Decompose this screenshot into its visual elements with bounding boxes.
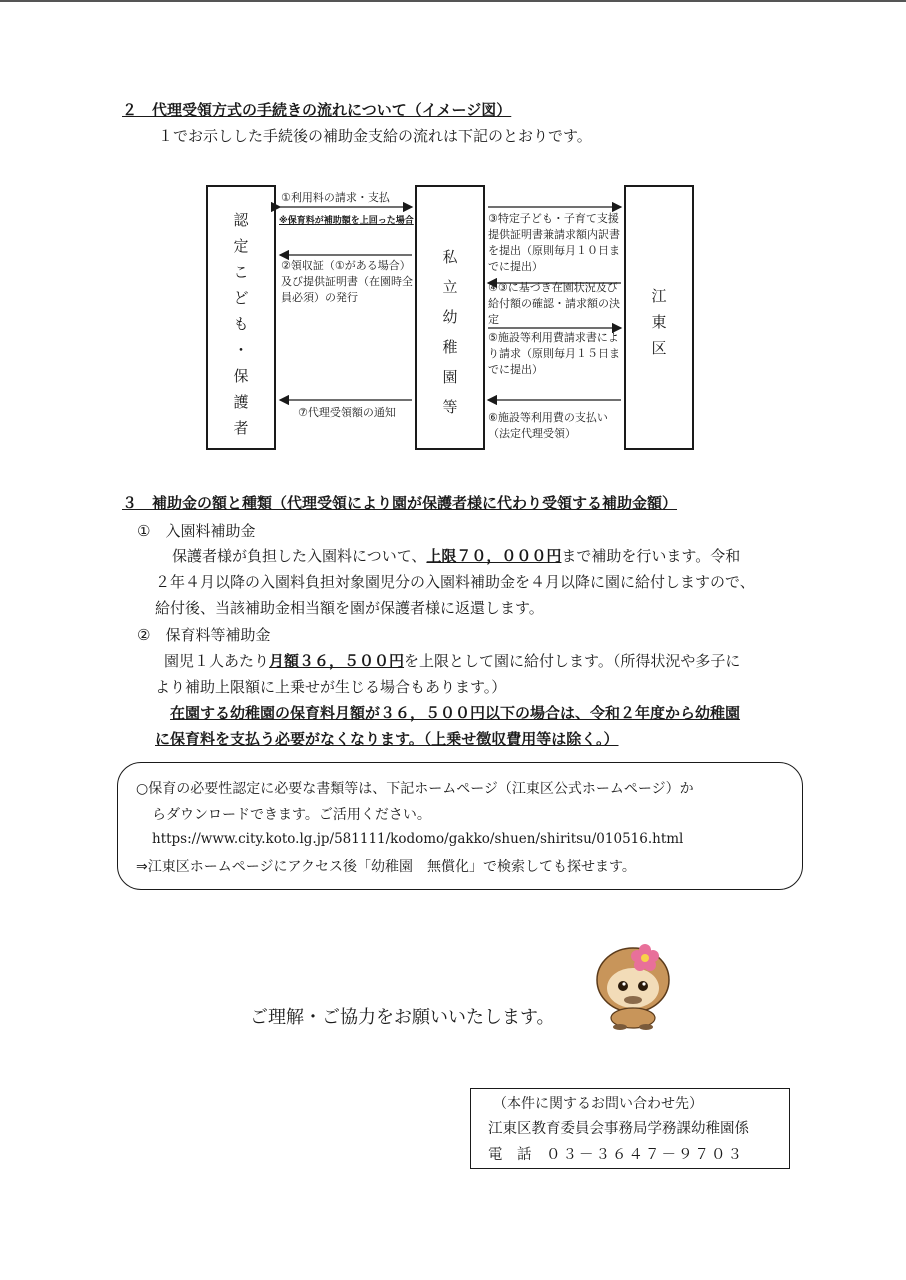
- kindergarten-char-3: 稚: [442, 338, 458, 356]
- monthly-fee-cap: 月額３６，５００円: [269, 652, 405, 670]
- label-6-line-1: （法定代理受領）: [488, 427, 576, 440]
- item2-line4: に保育料を支払う必要がなくなります。（上乗せ徴収費用等は除く。）: [155, 730, 619, 748]
- kindergarten-char-4: 園: [442, 368, 458, 386]
- contact-title: （本件に関するお問い合わせ先）: [493, 1096, 703, 1112]
- section3-heading: ３ 補助金の額と種類（代理受領により園が保護者様に代わり受領する補助金額）: [122, 494, 678, 512]
- label-6: [488, 410, 608, 442]
- guardian-char-7: 護: [233, 393, 249, 411]
- label-3-line-1: 提供証明書兼請求額内訳書: [488, 228, 620, 241]
- label-4-line-0: ④③に基づき在園状況及び: [488, 281, 618, 294]
- item1-line2: ２年４月以降の入園料負担対象園児分の入園料補助金を４月以降に園に給付しますので、: [155, 573, 755, 591]
- label-6-line-0: ⑥施設等利用費の支払い: [488, 411, 608, 424]
- label-2: [281, 258, 413, 306]
- contact-dept: 江東区教育委員会事務局学務課幼稚園係: [488, 1121, 749, 1137]
- item1-line1-post: まで補助を行います。令和: [561, 547, 741, 565]
- item1-line3: 給付後、当該補助金相当額を園が保護者様に返還します。: [155, 599, 544, 617]
- kindergarten-char-0: 私: [442, 248, 458, 266]
- section2-heading: ２ 代理受領方式の手続きの流れについて（イメージ図）: [122, 101, 512, 119]
- item2-line1: [164, 650, 740, 671]
- label-5: [488, 330, 620, 378]
- kindergarten-char-1: 立: [442, 278, 458, 296]
- label-1: ①利用料の請求・支払: [281, 191, 390, 204]
- label-3-line-3: でに提出）: [488, 260, 543, 273]
- guardian-char-6: 保: [233, 367, 249, 385]
- label-3: [488, 211, 620, 275]
- item1-line1-pre: 保護者様が負担した入園料について、: [172, 547, 427, 565]
- kindergarten-char-5: 等: [442, 398, 458, 416]
- label-2-line-1: 及び提供証明書（在園時全: [281, 275, 413, 288]
- guardian-char-4: も: [233, 315, 249, 333]
- item2-line1-post: を上限として園に給付します。（所得状況や多子に: [404, 652, 741, 670]
- section2-intro: １でお示しした手続後の補助金支給の流れは下記のとおりです。: [158, 127, 592, 145]
- ward-char-0: 江: [651, 287, 667, 305]
- label-4: [488, 280, 620, 328]
- label-4-line-1: 給付額の確認・請求額の決: [488, 297, 620, 310]
- guardian-char-2: こ: [233, 263, 249, 281]
- note-url-link[interactable]: https://www.city.koto.lg.jp/581111/kodomo/gakko/shuen/shiritsu/010516.html: [152, 831, 684, 847]
- diagram-arrows: [0, 0, 906, 480]
- label-2-line-2: 員必須）の発行: [281, 291, 358, 304]
- guardian-char-1: 定: [233, 237, 249, 255]
- contact-phone: [488, 1143, 744, 1164]
- label-3-line-2: を提出（原則毎月１０日ま: [488, 244, 620, 257]
- phone-label: 電 話: [488, 1147, 532, 1163]
- guardian-char-3: ど: [233, 289, 249, 307]
- item2-title: ② 保育料等補助金: [137, 626, 271, 644]
- label-4-line-2: 定: [488, 313, 499, 326]
- item2-line1-pre: 園児１人あたり: [164, 652, 270, 670]
- guardian-char-8: 者: [233, 419, 249, 437]
- item2-line3: 在園する幼稚園の保育料月額が３６，５００円以下の場合は、令和２年度から幼稚園: [170, 704, 741, 722]
- note-line3: ⇒江東区ホームページにアクセス後「幼稚園 無償化」で検索しても探せます。: [136, 859, 636, 875]
- mascot-image: [590, 938, 680, 1033]
- ward-char-1: 東: [651, 313, 667, 331]
- label-7: ⑦代理受領額の通知: [298, 406, 396, 419]
- label-1-note: ※保育料が補助額を上回った場合: [279, 216, 414, 226]
- item1-title: ① 入園料補助金: [137, 522, 256, 540]
- entrance-fee-cap: 上限７０，０００円: [426, 547, 562, 565]
- guardian-char-0: 認: [233, 211, 249, 229]
- label-5-line-1: り請求（原則毎月１５日ま: [488, 347, 620, 360]
- note-line2: らダウンロードできます。ご活用ください。: [152, 807, 431, 823]
- closing-message: ご理解・ご協力をお願いいたします。: [250, 1007, 555, 1028]
- kindergarten-char-2: 幼: [442, 308, 458, 326]
- guardian-char-5: ・: [233, 341, 249, 359]
- label-5-line-2: でに提出）: [488, 363, 543, 376]
- label-5-line-0: ⑤施設等利用費請求書によ: [488, 331, 619, 344]
- label-3-line-0: ③特定子ども・子育て支援: [488, 212, 619, 225]
- ward-char-2: 区: [651, 339, 667, 357]
- item1-line1: [172, 545, 740, 566]
- phone-number: ０３－３６４７－９７０３: [546, 1147, 744, 1163]
- label-2-line-0: ②領収証（①がある場合）: [281, 259, 411, 272]
- note-line1: ○保育の必要性認定に必要な書類等は、下記ホームページ（江東区公式ホームページ）か: [136, 781, 694, 797]
- item2-line2: より補助上限額に上乗せが生じる場合もあります。）: [155, 678, 507, 696]
